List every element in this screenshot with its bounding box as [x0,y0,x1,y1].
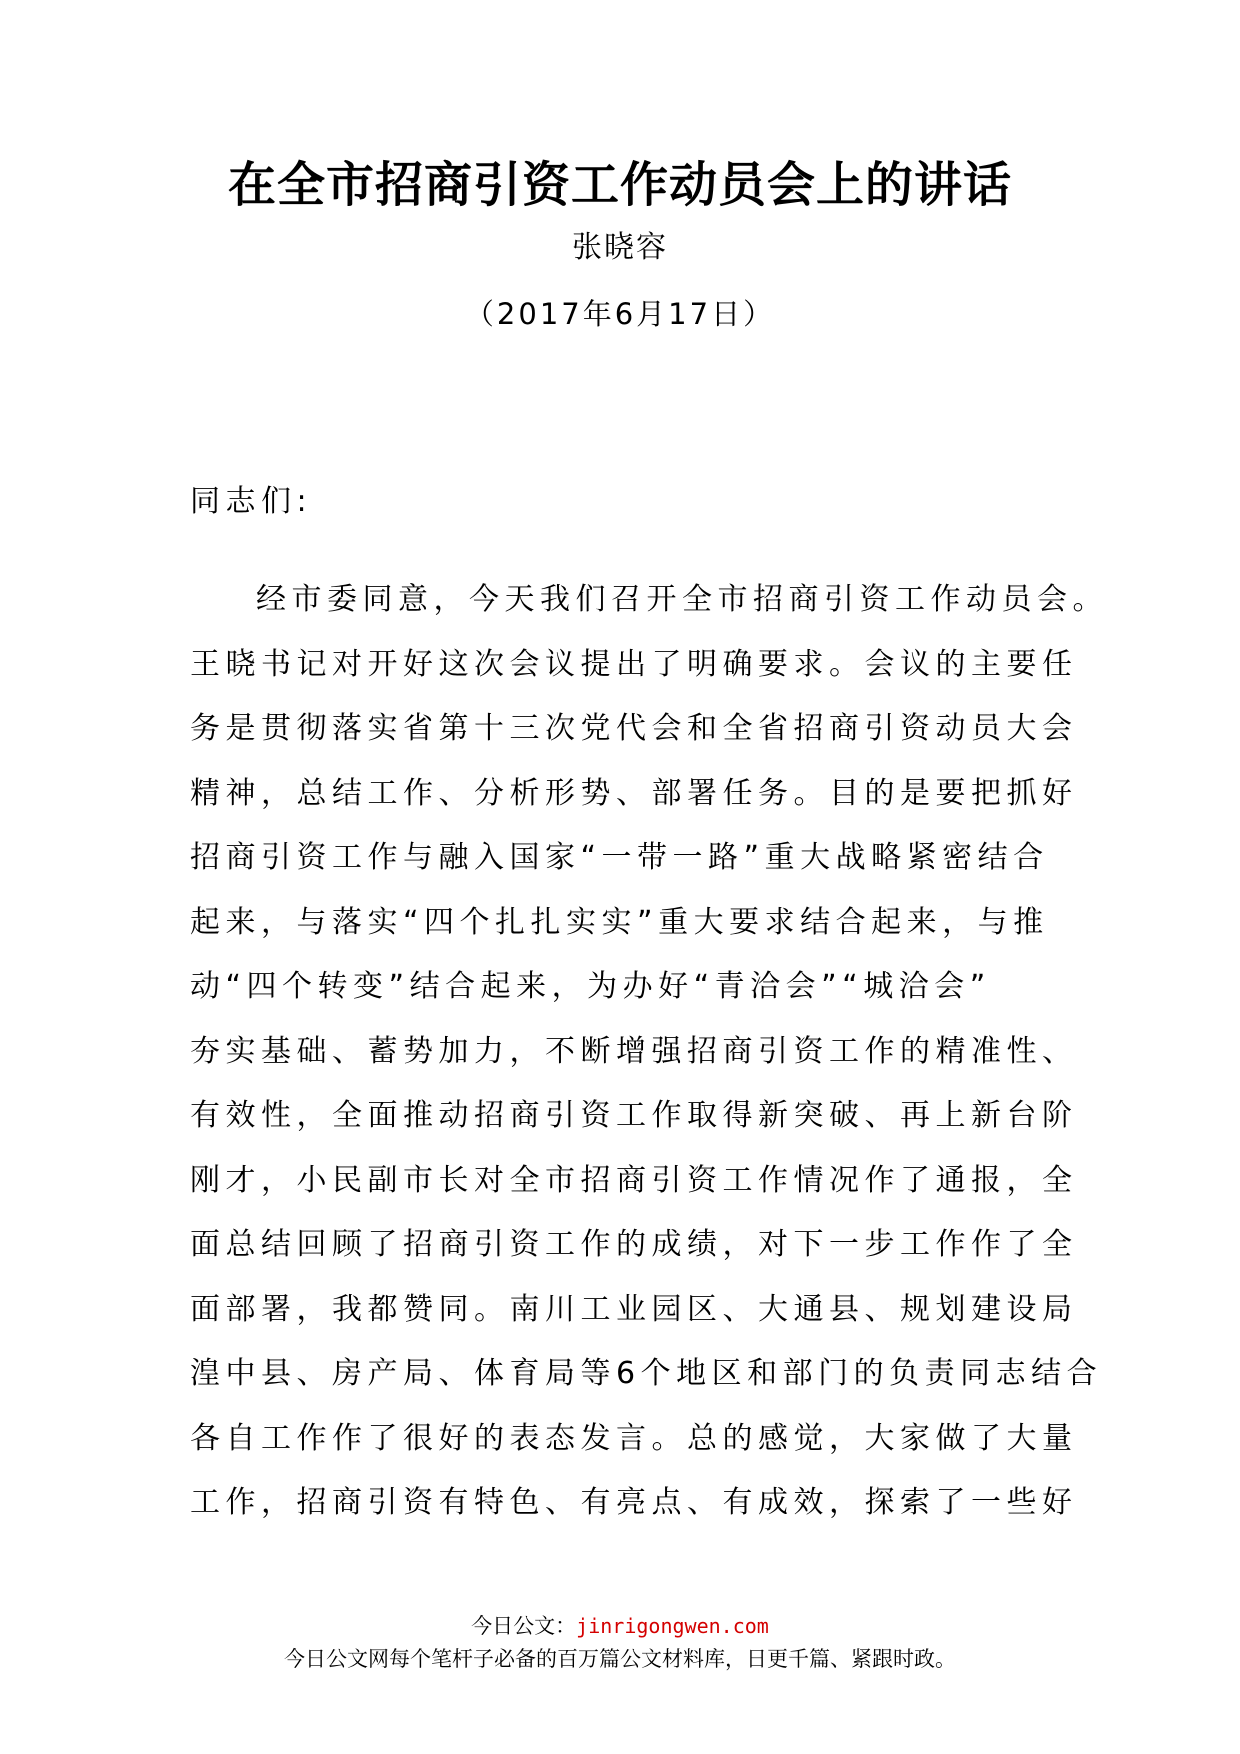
paragraph-line: 招商引资工作与融入国家“一带一路”重大战略紧密结合 [190,840,1049,875]
paragraph-line: 刚才，小民副市长对全市招商引资工作情况作了通报，全 [190,1162,1078,1198]
paragraph-line: 夯实基础、蓄势加力，不断增强招商引资工作的精准性、 [190,1033,1078,1069]
paragraph-line: 动“四个转变”结合起来，为办好“青洽会”“城洽会” [190,969,991,1004]
paragraph-line: 王晓书记对开好这次会议提出了明确要求。会议的主要任 [190,646,1078,682]
paragraph-line: 面总结回顾了招商引资工作的成绩，对下一步工作作了全 [190,1227,1078,1262]
author-name: 张晓容 [572,230,668,265]
paragraph-line: 精神，总结工作、分析形势、部署任务。目的是要把抓好 [190,775,1078,811]
paragraph-line: 务是贯彻落实省第十三次党代会和全省招商引资动员大会 [190,711,1078,746]
paragraph-line: 湟中县、房产局、体育局等6个地区和部门的负责同志结合 [190,1356,1103,1391]
paragraph-line: 工作，招商引资有特色、有亮点、有成效，探索了一些好 [190,1485,1078,1520]
footer-label: 今日公文： [471,1614,577,1638]
salutation: 同志们: [190,484,313,519]
speech-date: （2017年6月17日） [464,297,776,331]
footer-slogan: 今日公文网每个笔杆子必备的百万篇公文材料库，日更千篇、紧跟时政。 [284,1647,956,1671]
paragraph-line: 有效性，全面推动招商引资工作取得新突破、再上新台阶 [190,1098,1078,1133]
paragraph-line: 经市委同意，今天我们召开全市招商引资工作动员会。 [256,582,1108,617]
footer-source [0,1612,1240,1640]
document-title: 在全市招商引资工作动员会上的讲话 [227,157,1012,213]
paragraph-line: 面部署，我都赞同。南川工业园区、大通县、规划建设局 [190,1291,1078,1327]
paragraph-line: 起来，与落实“四个扎扎实实”重大要求结合起来，与推 [190,904,1049,940]
paragraph-line: 各自工作作了很好的表态发言。总的感觉，大家做了大量 [190,1420,1078,1456]
speech-paragraph [190,568,1108,1536]
footer-website-link[interactable]: jinrigongwen.com [576,1614,769,1638]
